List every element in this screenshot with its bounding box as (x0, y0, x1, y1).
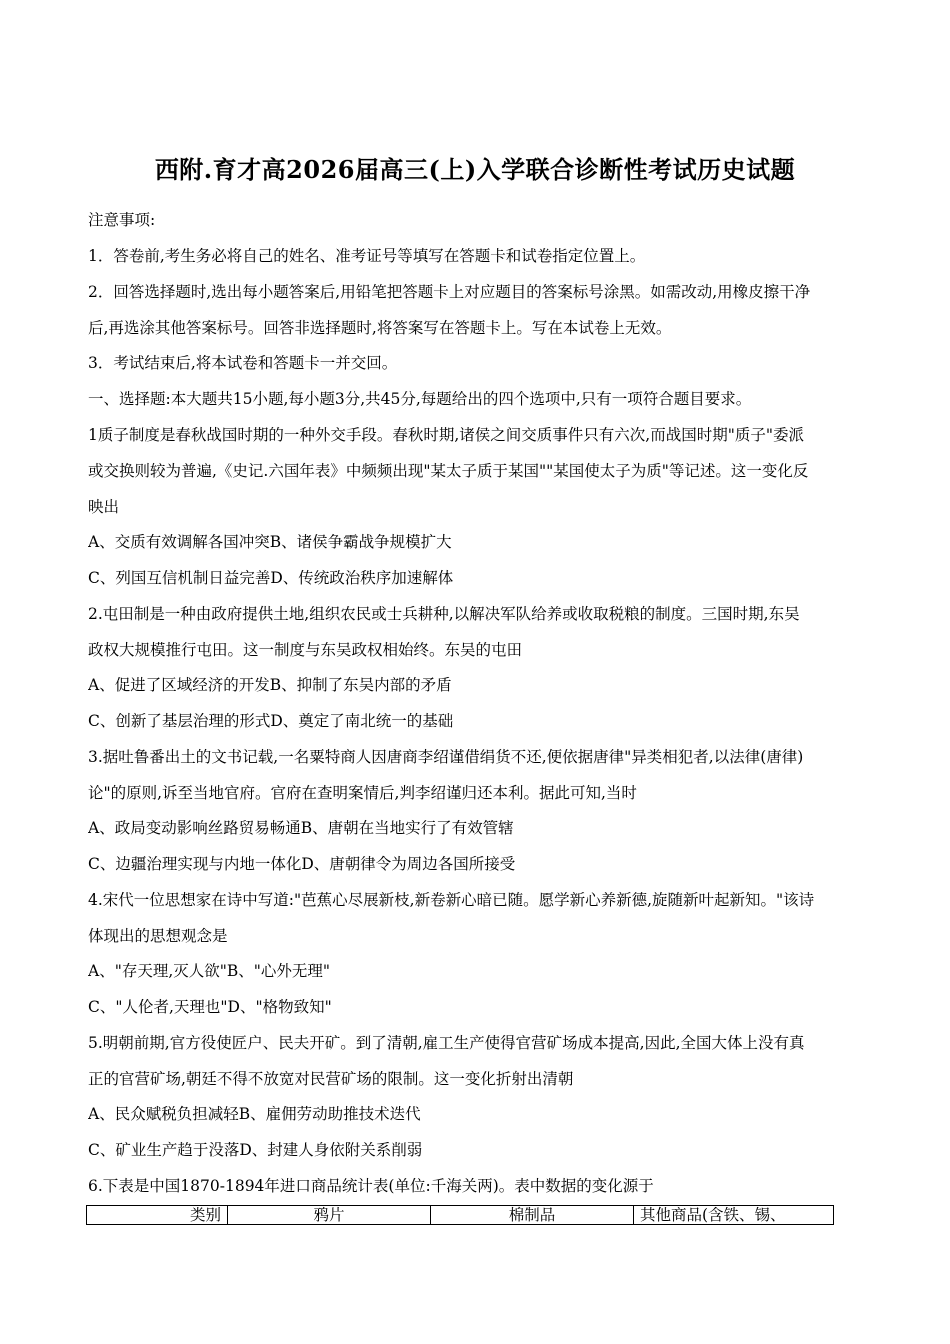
table-header-cell: 其他商品(含铁、锡、 (634, 1206, 834, 1225)
question-1-options: C、列国互信机制日益完善D、传统政治秩序加速解体 (88, 569, 454, 587)
question-1-stem: 1质子制度是春秋战国时期的一种外交手段。春秋时期,诸侯之间交质事件只有六次,而战国时期"质子"委派 (88, 426, 804, 444)
question-3-options: C、边疆治理实现与内地一体化D、唐朝律令为周边各国所接受 (88, 855, 516, 873)
question-5-options: A、民众赋税负担减轻B、雇佣劳动助推技术迭代 (88, 1105, 421, 1123)
note-line: 后,再选涂其他答案标号。回答非选择题时,将答案写在答题卡上。写在本试卷上无效。 (88, 319, 672, 337)
question-1-stem: 或交换则较为普遍,《史记.六国年表》中频频出现"某太子质于某国""某国使太子为质"等记述。这一变化反 (88, 462, 809, 480)
question-2-stem: 2.屯田制是一种由政府提供土地,组织农民或士兵耕种,以解决军队给养或收取税粮的制度。三国时期,东吴 (88, 605, 800, 623)
section-heading: 一、选择题:本大题共15小题,每小题3分,共45分,每题给出的四个选项中,只有一项符合题目要求。 (88, 390, 752, 408)
question-3-stem: 论"的原则,诉至当地官府。官府在查明案情后,判李绍谨归还本利。据此可知,当时 (88, 784, 637, 802)
table-header-cell: 棉制品 (431, 1206, 634, 1225)
note-line: 1．答卷前,考生务必将自己的姓名、准考证号等填写在答题卡和试卷指定位置上。 (88, 247, 646, 265)
question-1-stem: 映出 (88, 498, 120, 516)
question-2-options: A、促进了区域经济的开发B、抑制了东吴内部的矛盾 (88, 676, 452, 694)
question-6-stem: 6.下表是中国1870-1894年进口商品统计表(单位:千海关两)。表中数据的变化源于 (88, 1177, 654, 1195)
question-3-options: A、政局变动影响丝路贸易畅通B、唐朝在当地实行了有效管辖 (88, 819, 514, 837)
question-4-options: A、"存天理,灭人欲"B、"心外无理" (88, 962, 331, 980)
exam-title: 西附.育才高2026届高三(上)入学联合诊断性考试历史试题 (154, 155, 796, 184)
note-line: 2．回答选择题时,选出每小题答案后,用铅笔把答题卡上对应题目的答案标号涂黑。如需改动,用橡皮擦干净 (88, 283, 811, 301)
notes-heading: 注意事项: (88, 211, 156, 229)
question-4-stem: 体现出的思想观念是 (88, 927, 228, 945)
question-2-stem: 政权大规模推行屯田。这一制度与东吴政权相始终。东吴的屯田 (88, 641, 523, 659)
question-4-options: C、"人伦者,天理也"D、"格物致知" (88, 998, 332, 1016)
note-line: 3．考试结束后,将本试卷和答题卡一并交回。 (88, 354, 398, 372)
table-header-cell: 鸦片 (228, 1206, 431, 1225)
table-header-cell: 类别 (87, 1206, 228, 1225)
question-4-stem: 4.宋代一位思想家在诗中写道:"芭蕉心尽展新枝,新卷新心暗已随。愿学新心养新德,旋随新叶起新知。"该诗 (88, 891, 815, 909)
question-3-stem: 3.据吐鲁番出土的文书记载,一名粟特商人因唐商李绍谨借绢货不还,便依据唐律"异类相犯者,以法律(唐律) (88, 748, 804, 766)
table-header-row (87, 1206, 834, 1225)
question-5-options: C、矿业生产趋于没落D、封建人身依附关系削弱 (88, 1141, 423, 1159)
question-2-options: C、创新了基层治理的形式D、奠定了南北统一的基础 (88, 712, 454, 730)
import-statistics-table (86, 1205, 834, 1225)
question-1-options: A、交质有效调解各国冲突B、诸侯争霸战争规模扩大 (88, 533, 452, 551)
question-5-stem: 5.明朝前期,官方役使匠户、民夫开矿。到了清朝,雇工生产使得官营矿场成本提高,因此,全国大体上没有真 (88, 1034, 805, 1052)
question-5-stem: 正的官营矿场,朝廷不得不放宽对民营矿场的限制。这一变化折射出清朝 (88, 1070, 574, 1088)
